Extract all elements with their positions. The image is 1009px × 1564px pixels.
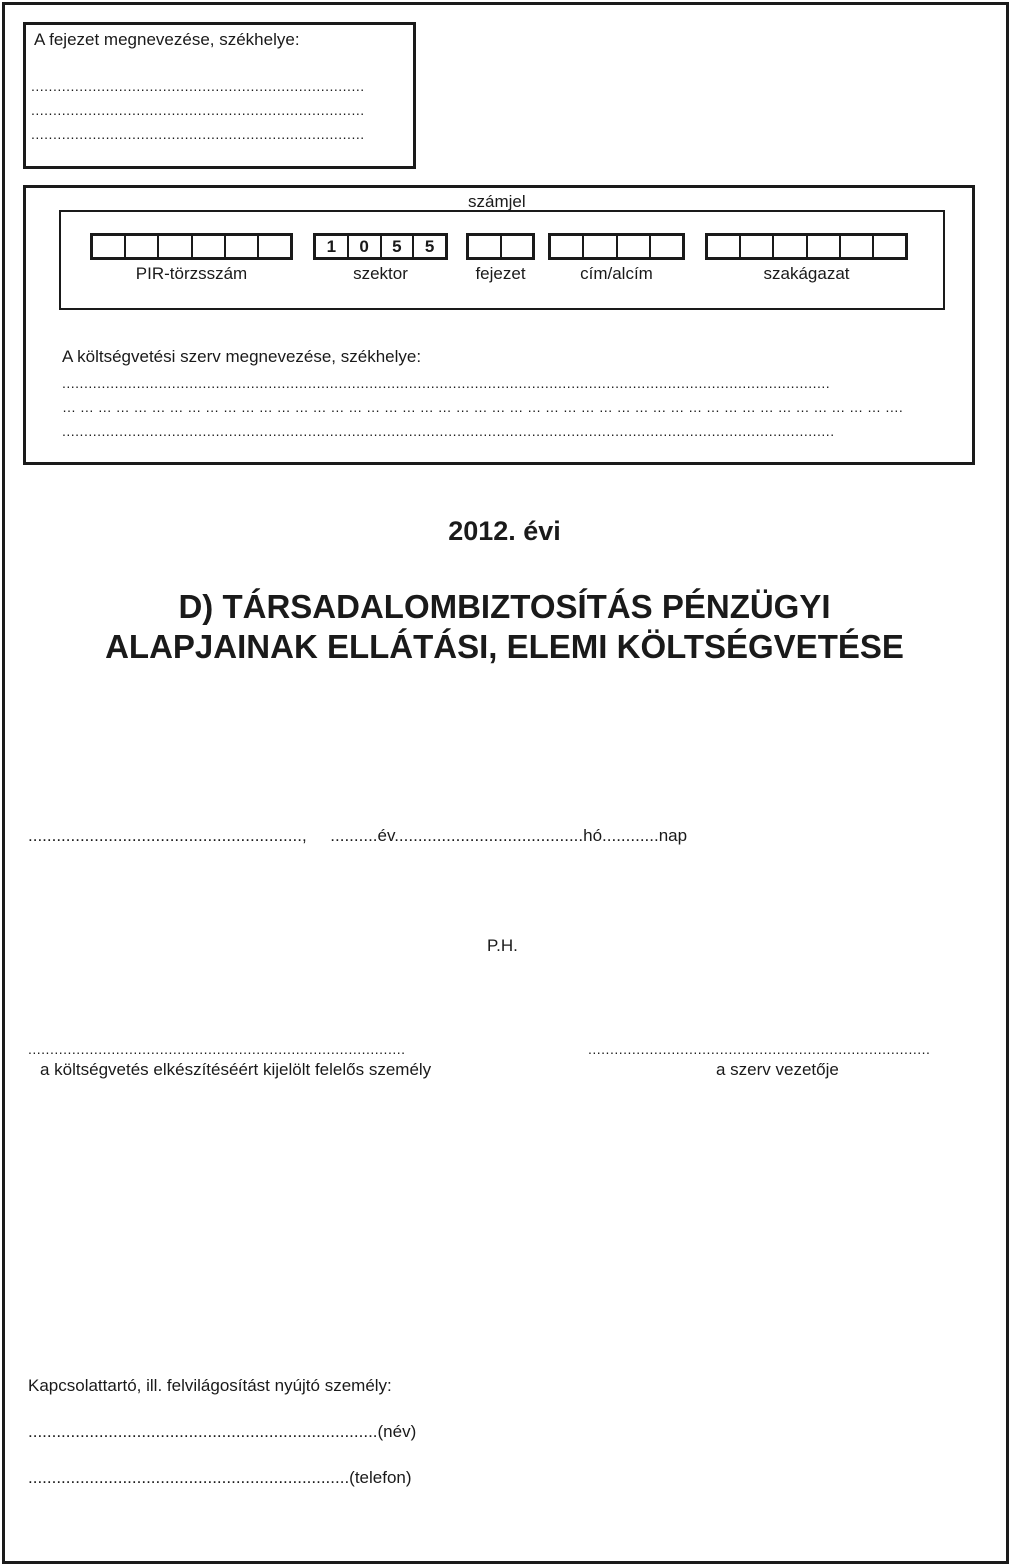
pir-digit-group[interactable] (90, 233, 293, 260)
branch-cell[interactable] (808, 236, 841, 257)
stamp-placeholder: P.H. (487, 936, 518, 955)
title-code-label: cím/alcím (580, 264, 653, 283)
szamjel-title: számjel (468, 192, 526, 211)
branch-cell[interactable] (741, 236, 774, 257)
pir-cell[interactable] (193, 236, 226, 257)
pir-cell[interactable] (93, 236, 126, 257)
org-dots-2[interactable]: … … … … … … … … … … … … … … … … … … … … … … … … … … … … … … … … … … … … … … … … … … … … … … …. (62, 400, 903, 414)
title-cell[interactable] (551, 236, 584, 257)
chapter-cell[interactable] (469, 236, 502, 257)
org-dots-1[interactable]: ............................................................................................................................................................................... (62, 376, 831, 390)
signature-right-label: a szerv vezetője (716, 1060, 839, 1079)
sector-cell[interactable]: 5 (424, 237, 435, 256)
chapter-label: A fejezet megnevezése, székhelye: (34, 30, 300, 49)
chapter-cell[interactable] (502, 236, 533, 257)
branch-cell[interactable] (841, 236, 874, 257)
chapter-digit-group[interactable] (466, 233, 535, 260)
branch-label: szakágazat (763, 264, 850, 283)
sector-cell[interactable]: 5 (382, 236, 415, 257)
branch-cell[interactable] (874, 236, 905, 257)
pir-cell[interactable] (226, 236, 259, 257)
signature-left-label: a költségvetés elkészítéséért kijelölt felelős személy (40, 1060, 432, 1079)
chapter-dots-1[interactable]: ............................................................................ (31, 79, 365, 93)
title-digit-group[interactable] (548, 233, 685, 260)
pir-label: PIR-törzsszám (135, 264, 248, 283)
pir-cell[interactable] (126, 236, 159, 257)
sector-cell[interactable]: 1 (316, 236, 349, 257)
sector-digit-group[interactable] (313, 233, 448, 260)
title-cell[interactable] (618, 236, 651, 257)
sector-label: szektor (353, 264, 408, 283)
branch-digit-group[interactable] (705, 233, 908, 260)
branch-cell[interactable] (708, 236, 741, 257)
chapter-dots-2[interactable]: ............................................................................ (31, 103, 365, 117)
signature-left-dots[interactable]: ...................................................................................... (28, 1042, 406, 1056)
chapter-code-label: fejezet (475, 264, 526, 283)
title-cell[interactable] (651, 236, 682, 257)
branch-cell[interactable] (774, 236, 807, 257)
year-heading: 2012. évi (448, 516, 561, 546)
chapter-box (23, 22, 416, 169)
sector-cell[interactable]: 0 (349, 236, 382, 257)
contact-phone-line[interactable]: ....................................................................(telefon) (28, 1468, 412, 1487)
identification-box (23, 185, 975, 465)
org-label: A költségvetési szerv megnevezése, székhelye: (62, 347, 422, 366)
date-line[interactable]: .........................................................., ..........év........................................hó............nap (28, 826, 688, 845)
document-title-line-1: D) TÁRSADALOMBIZTOSÍTÁS PÉNZÜGYI (178, 588, 831, 625)
chapter-dots-3[interactable]: ............................................................................ (31, 127, 365, 141)
signature-right-dots[interactable]: .............................................................................. (588, 1042, 931, 1056)
pir-cell[interactable] (159, 236, 192, 257)
title-cell[interactable] (584, 236, 617, 257)
contact-label: Kapcsolattartó, ill. felvilágosítást nyújtó személy: (28, 1376, 392, 1395)
szamjel-box (59, 210, 945, 310)
contact-name-line[interactable]: ..........................................................................(név) (28, 1422, 417, 1441)
org-dots-3[interactable]: ................................................................................................................................................................................ (62, 424, 835, 438)
pir-cell[interactable] (259, 236, 290, 257)
document-title-line-2: ALAPJAINAK ELLÁTÁSI, ELEMI KÖLTSÉGVETÉSE (105, 628, 904, 665)
